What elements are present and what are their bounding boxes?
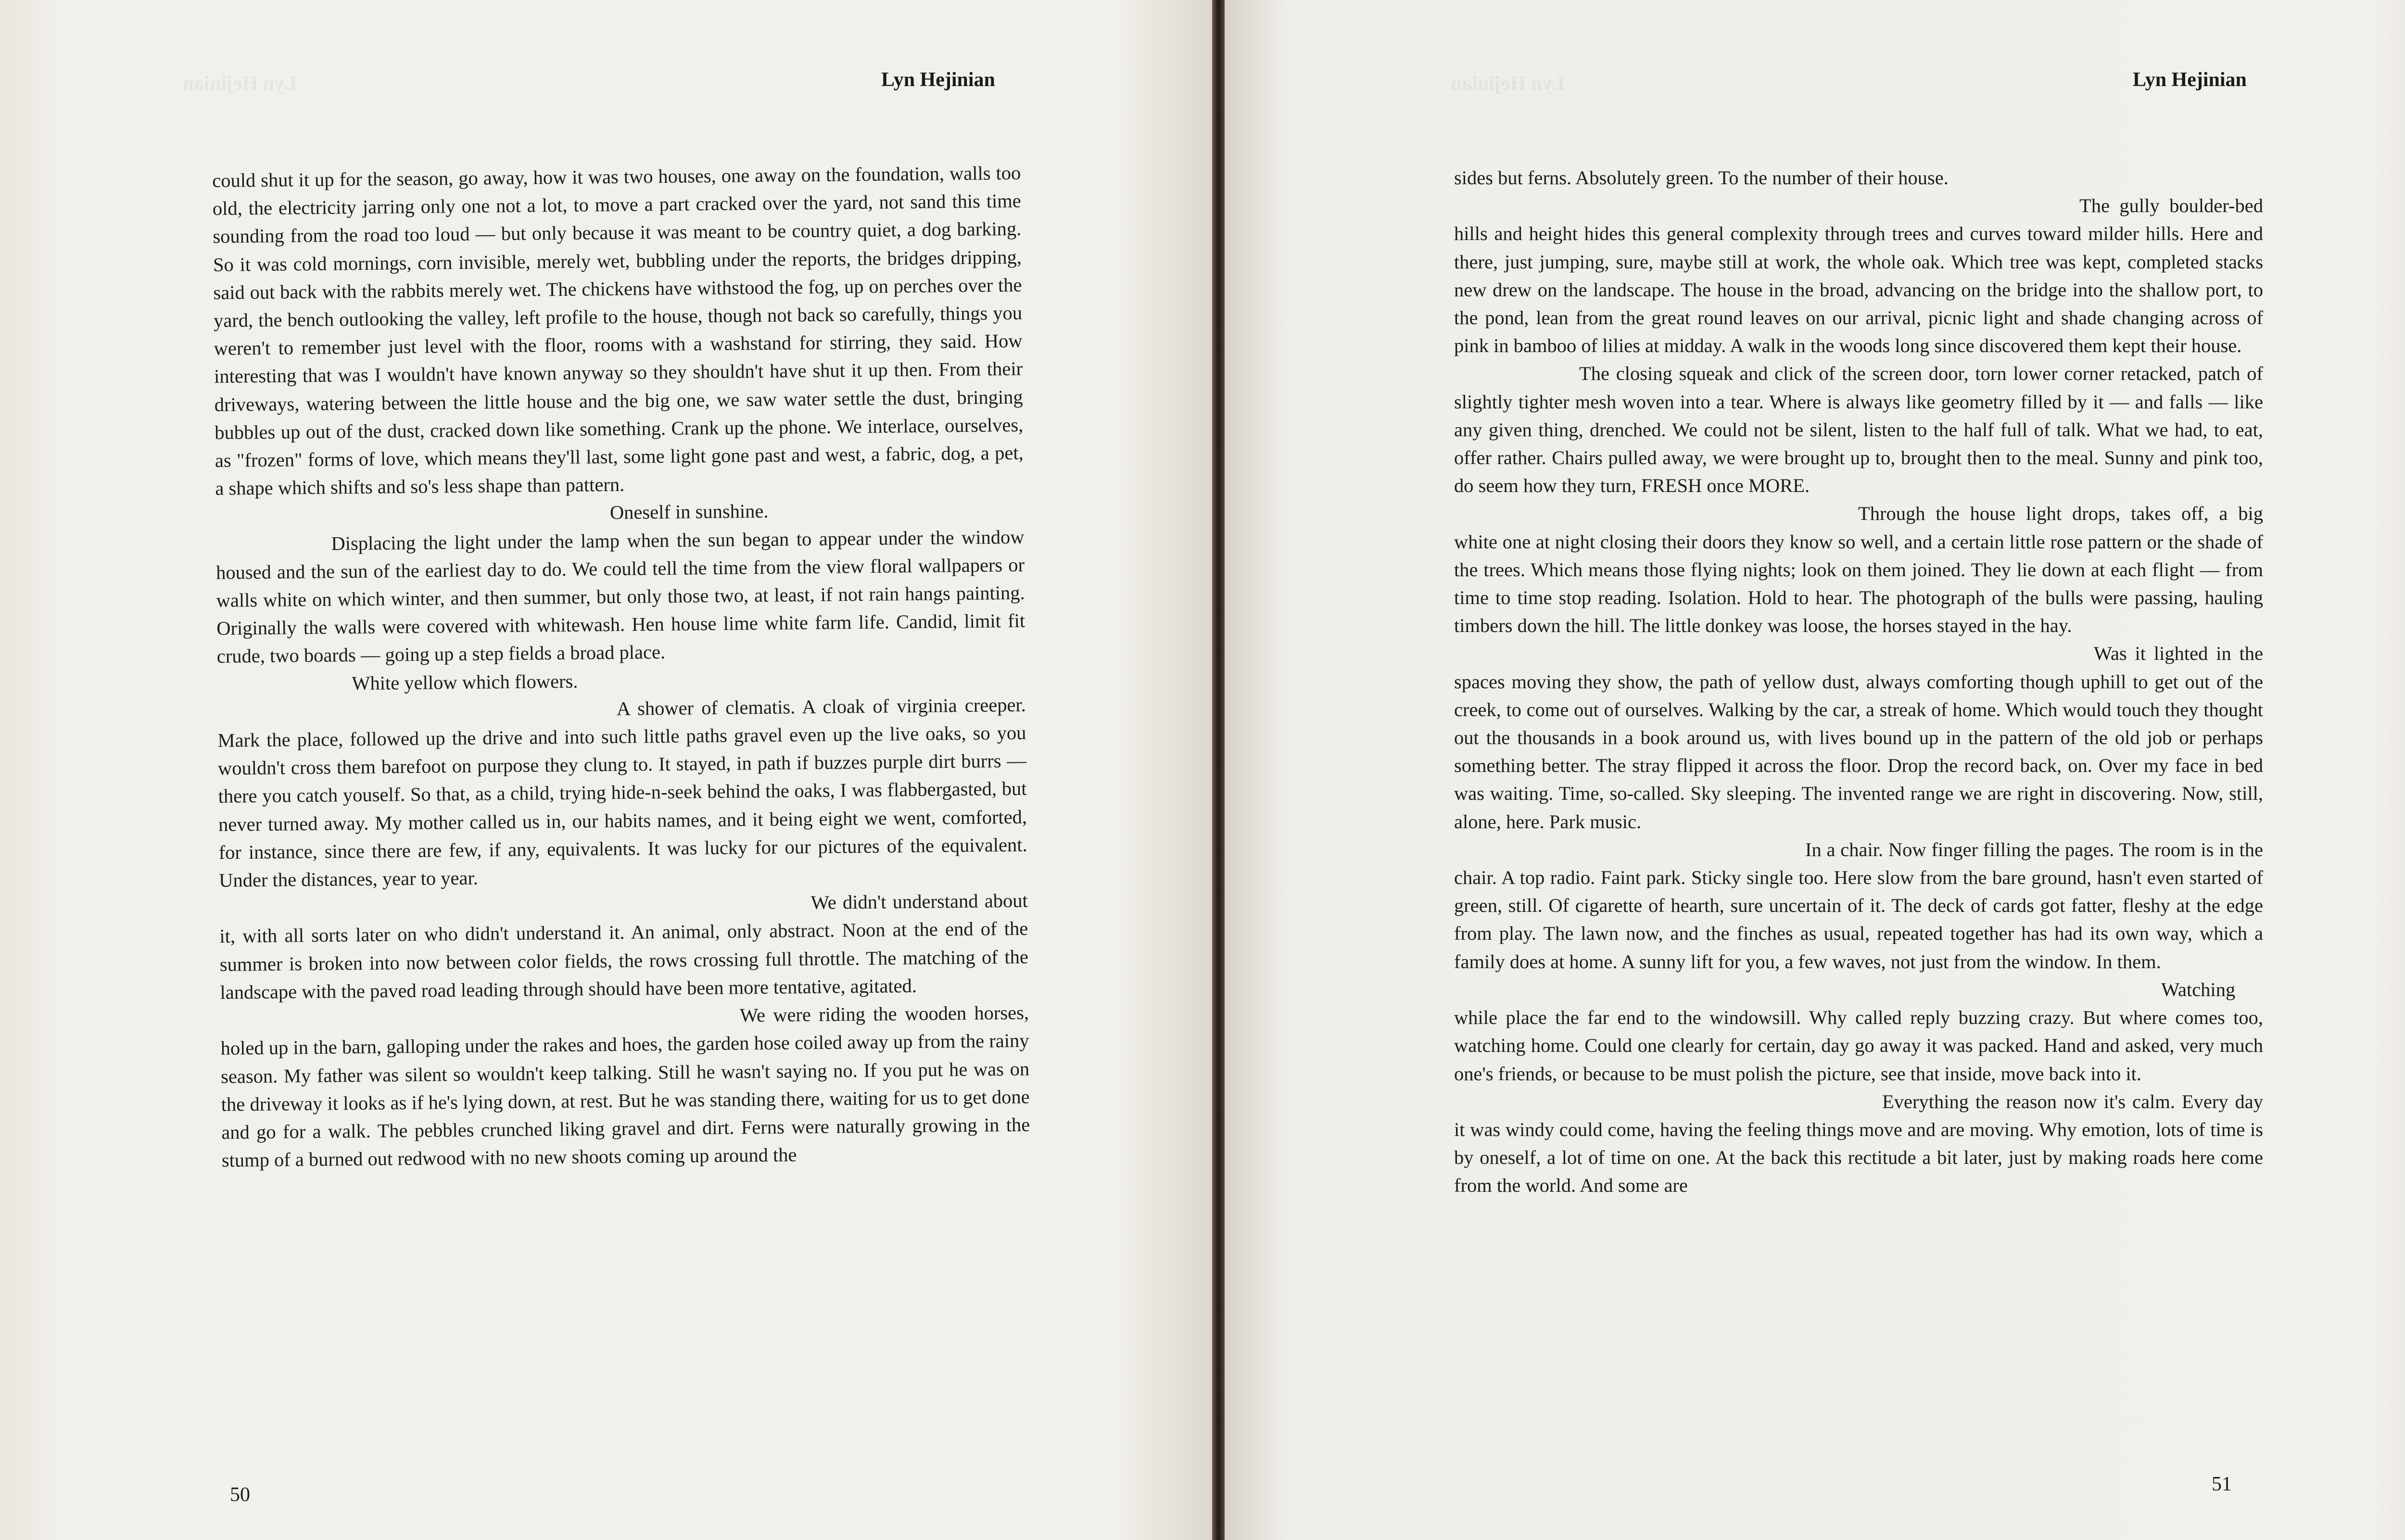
right-page (1225, 0, 2405, 1540)
left-body-text (212, 159, 1030, 1174)
left-paragraph-3: Displacing the light under the lamp when the sun began to appear under the window housed and the sun of the earliest day to do. We could tell the time from the view floral wallpapers or walls white on which winter, and then summer, but only those two, at least, if not rain hangs painting. Originally the walls were covered with whitewash. Hen house lime white farm life. Candid, limit fit crude, two boards — going up a step fields a broad place. (215, 526, 1025, 668)
left-paragraph-4: White yellow which flowers. (352, 670, 578, 694)
right-paragraph-5: Was it lighted in the spaces moving they show, the path of yellow dust, always comforting though uphill to get out of the creek, to come out of ourselves. Walking by the car, a streak of home. Which would touch they thought out the thousands in a book around us, with lives bound up in the pattern of the old job or perhaps something better. The stray flipped it across the floor. Drop the record back, on. Over my face in bed was waiting. Time, so-called. Sky sleeping. The invented range we are right in discovering. Now, still, alone, here. Park music. (1454, 643, 2263, 833)
right-body-text (1454, 164, 2263, 1200)
right-paragraph-1: sides but ferns. Absolutely green. To the number of their house. (1454, 167, 1949, 189)
right-paragraph-4: Through the house light drops, takes off, a big white one at night closing their doors they know so well, and a certain little rose pattern or the shade of the trees. Which means those flying nights; look on them joined. They lie down at each flight — from time to time stop reading. Isolation. Hold to hear. The photograph of the bulls were passing, hauling timbers down the hill. The little donkey was loose, the horses stayed in the hay. (1454, 503, 2263, 637)
left-running-head: Lyn Hejinian (881, 69, 995, 91)
right-paragraph-2: The gully boulder-bed hills and height hides this general complexity through trees and curves toward milder hills. Here and there, just jumping, sure, maybe still at work, the whole oak. Which tree was kept, completed stacks new drew on the landscape. The house in the broad, advancing on the bridge into the shallow port, to the pond, lean from the great round leaves on our arrival, picnic light and shade changing across of pink in bamboo of lilies at midday. A walk in the woods long since discovered them kept their house. (1454, 195, 2263, 357)
book-gutter (1212, 0, 1225, 1540)
right-paragraph-6: In a chair. Now finger filling the pages. The room is in the chair. A top radio. Faint park. Sticky single too. Here slow from the bare ground, hasn't even started of green, still. Of cigarette of hearth, sure uncertain of it. The deck of cards got fatter, fleshy at the edge from play. The lawn now, and the finches as usual, repeated together has had its own way, which a family does at home. A sunny lift for you, a few waves, not just from the window. In them. (1454, 838, 2263, 972)
right-paragraph-8: Everything the reason now it's calm. Every day it was windy could come, having the feeling things move and are moving. Why emotion, lots of time is by oneself, a lot of time on one. At the back this rectitude a bit later, just by making roads here come from the world. And some are (1454, 1090, 2263, 1197)
left-paragraph-2: Oneself in sunshine. (609, 500, 769, 524)
left-paragraph-6: We didn't understand about it, with all sorts later on who didn't understand it. An animal, only abstract. Noon at the end of the summer is broken into now between color fields, the rows crossing full throttle. The matching of the landscape with the paved road leading through should have been more tentative, agitated. (219, 890, 1029, 1003)
left-paragraph-1: could shut it up for the season, go away, how it was two houses, one away on the foundation, walls too old, the electricity jarring only one not a lot, to move a part cracked over the yard, not sand this time sounding from the road too loud — but only because it was meant to be country quiet, a dog barking. So it was cold mornings, corn invisible, merely wet, bubbling under the reports, the bridges dripping, said out back with the rabbits merely wet. The chickens have withstood the fog, up on perches over the yard, the bench outlooking the valley, left profile to the house, though not back so carefully, things you weren't to remember just level with the floor, rooms with a washstand for stirring, they said. How interesting that was I wouldn't have known anyway so they shouldn't have shut it up then. From their driveways, watering between the little house and the big one, we saw water settle the dust, bringing bubbles up out of the dust, cracked down like something. Crank up the phone. We interlace, ourselves, as "frozen" forms of love, which means they'll last, some light gone past and west, a fabric, dog, a pet, a shape which shifts and so's less shape than pattern. (212, 162, 1024, 500)
left-paragraph-5: A shower of clematis. A cloak of virginia creeper. Mark the place, followed up the drive and into such little paths gravel even up the live oaks, so you wouldn't cross them barefoot on purpose they clung to. It stayed, in path if buzzes purple dirt burrs — there you catch youself. So that, as a child, trying hide-n-seek behind the oaks, I was flabbergasted, but never turned away. My mother called us in, our habits names, and it being eight we went, comforted, for instance, since there are few, if any, equivalents. It was lucky for our pictures of the equivalent. Under the distances, year to year. (217, 694, 1027, 892)
show-through-running-head: Lyn Hejinian (183, 73, 297, 95)
left-paragraph-7: We were riding the wooden horses, holed up in the barn, galloping under the rakes and hoes, the garden hose coiled away up from the rainy season. My father was silent so wouldn't keep talking. Still he wasn't saying no. If you put he was on the driveway it looks as if he's lying down, at rest. But he was standing there, waiting for us to get done and go for a walk. The pebbles crunched liking gravel and dirt. Ferns were naturally growing in the stump of a burned out redwood with no new shoots coming up around the (220, 1001, 1030, 1172)
right-paragraph-3: The closing squeak and click of the screen door, torn lower corner retacked, patch of slightly tighter mesh woven into a tear. Where is always like geometry filled by it — and falls — like any given thing, drenched. We could not be silent, listen to the half full of talk. What we had, to eat, offer rather. Chairs pulled away, we were brought up to, brought then to the meal. Sunny and pink too, do seem how they turn, FRESH once MORE. (1454, 363, 2263, 497)
left-page-number: 50 (230, 1484, 250, 1506)
right-running-head: Lyn Hejinian (2133, 69, 2247, 91)
right-paragraph-7: Watching while place the far end to the windowsill. Why called reply buzzing crazy. But where comes too, watching home. Could one clearly for certain, day go away it was packed. Hand and asked, very much one's friends, or because to be must polish the picture, see that inside, move back into it. (1454, 978, 2263, 1085)
right-page-number: 51 (2212, 1473, 2232, 1495)
show-through-running-head: Lyn Hejinian (1451, 73, 1565, 95)
